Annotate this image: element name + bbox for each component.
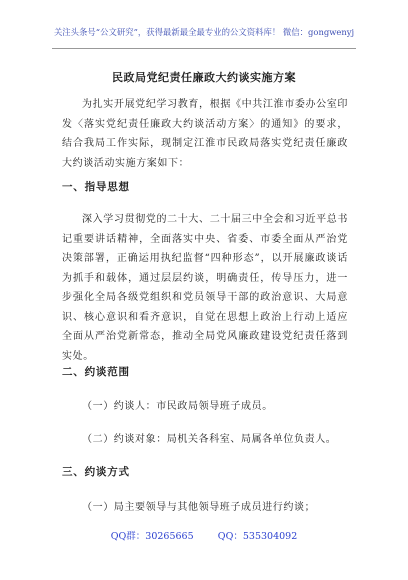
scope-item-interviewee: （二）约谈对象：局机关各科室、局属各单位负责人。 [82, 434, 337, 445]
section-heading-method: 三、约谈方式 [62, 466, 130, 478]
header-banner: 关注头条号“公文研究”，获得最新最全最专业的公文资料库！ 微信：gongwenyj [53, 27, 355, 37]
section-heading-guiding-ideology: 一、指导思想 [62, 181, 130, 193]
document-title: 民政局党纪责任廉政大约谈实施方案 [112, 71, 296, 84]
footer-contact-banner: QQ群：30265665 QQ：535304092 [110, 531, 298, 542]
section-heading-scope: 二、约谈范围 [62, 366, 130, 378]
intro-paragraph: 为扎实开展党纪学习教育，根据《中共江淮市委办公室印发〈落实党纪责任廉政大约谈活动方案〉的通知》的要求，结合我局工作实际，现制定江淮市民政局落实党纪责任廉政大约谈活动实施方案如下： [62, 99, 348, 169]
header-divider [52, 48, 356, 49]
scope-item-interviewer: （一）约谈人：市民政局领导班子成员。 [82, 401, 273, 412]
method-item-first: （一）局主要领导与其他领导班子成员进行约谈； [82, 502, 316, 513]
guiding-ideology-paragraph: 深入学习贯彻党的二十大、二十届三中全会和习近平总书记重要讲话精神，全面落实中央、省委、市委全面从严治党决策部署，正确运用执纪监督“四种形态”，以开展廉政谈话为抓手和载体，通过层层约谈，明确责任，传导压力，进一步强化全局各级党组织和党员领导干部的政治意识、大局意识、核心意识和看齐意识，自觉在思想上政治上行动上适应全面从严治党新常态，推动全局党风廉政建设党纪责任落到实处。 [62, 214, 348, 362]
